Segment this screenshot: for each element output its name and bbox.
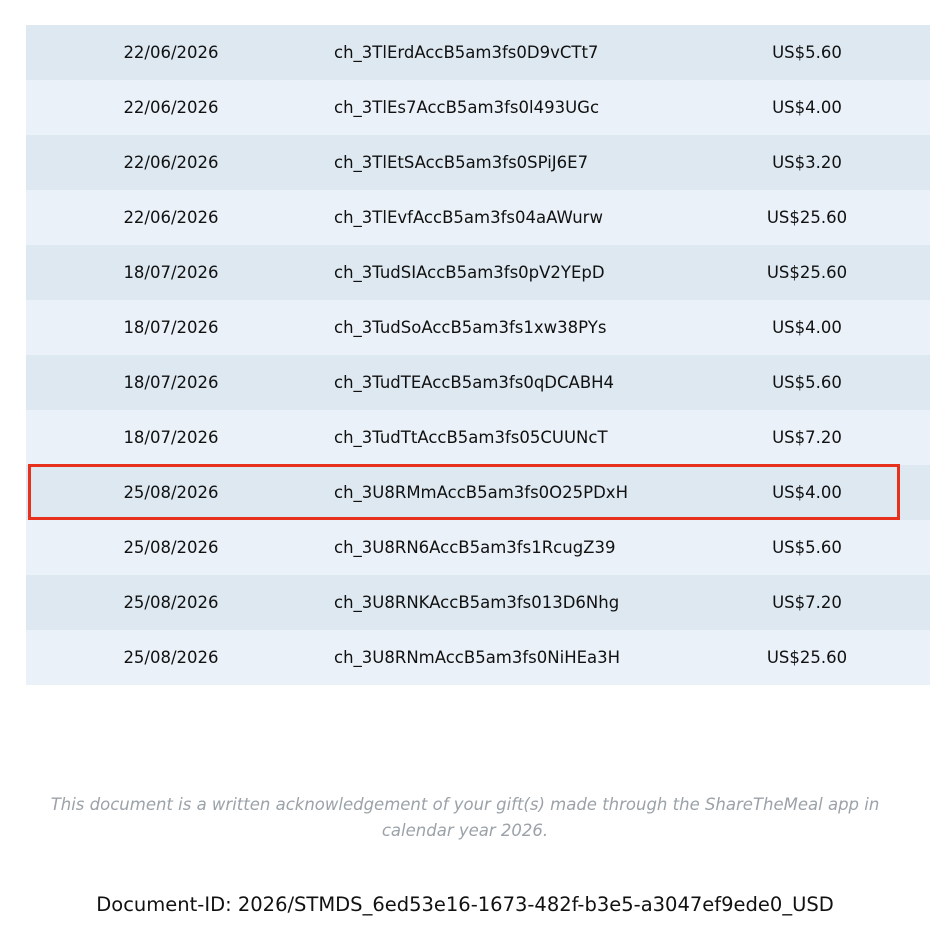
table-row <box>26 190 930 245</box>
donation-amount: US$4.00 <box>694 465 930 520</box>
donation-amount: US$7.20 <box>694 575 930 630</box>
donation-date: 18/07/2026 <box>26 410 316 465</box>
charge-id: ch_3TudTtAccB5am3fs05CUUNcT <box>316 410 694 465</box>
donation-amount: US$25.60 <box>694 630 930 685</box>
donation-amount: US$25.60 <box>694 245 930 300</box>
donation-date: 22/06/2026 <box>26 135 316 190</box>
donation-date: 22/06/2026 <box>26 190 316 245</box>
charge-id: ch_3TlEtSAccB5am3fs0SPiJ6E7 <box>316 135 694 190</box>
donation-amount: US$5.60 <box>694 520 930 575</box>
donation-date: 18/07/2026 <box>26 300 316 355</box>
charge-id: ch_3TlEvfAccB5am3fs04aAWurw <box>316 190 694 245</box>
charge-id: ch_3TlErdAccB5am3fs0D9vCTt7 <box>316 25 694 80</box>
donation-amount: US$7.20 <box>694 410 930 465</box>
table-row <box>26 575 930 630</box>
donation-amount: US$5.60 <box>694 355 930 410</box>
table-row <box>26 245 930 300</box>
table-row <box>26 25 930 80</box>
charge-id: ch_3U8RMmAccB5am3fs0O25PDxH <box>316 465 694 520</box>
donation-date: 18/07/2026 <box>26 245 316 300</box>
donation-date: 25/08/2026 <box>26 465 316 520</box>
table-row <box>26 520 930 575</box>
charge-id: ch_3TudSoAccB5am3fs1xw38PYs <box>316 300 694 355</box>
donation-date: 22/06/2026 <box>26 25 316 80</box>
charge-id: ch_3U8RNKAccB5am3fs013D6Nhg <box>316 575 694 630</box>
charge-id: ch_3U8RN6AccB5am3fs1RcugZ39 <box>316 520 694 575</box>
donation-amount: US$3.20 <box>694 135 930 190</box>
charge-id: ch_3TudTEAccB5am3fs0qDCABH4 <box>316 355 694 410</box>
table-row <box>26 80 930 135</box>
donation-amount: US$5.60 <box>694 25 930 80</box>
document-id: Document-ID: 2026/STMDS_6ed53e16-1673-482f-b3e5-a3047ef9ede0_USD <box>96 893 834 916</box>
donations-table <box>26 25 930 685</box>
donation-amount: US$25.60 <box>694 190 930 245</box>
charge-id: ch_3TlEs7AccB5am3fs0l493UGc <box>316 80 694 135</box>
footer-note: This document is a written acknowledgement of your gift(s) made through the ShareTheMeal app in calendar year 2026. <box>50 795 880 840</box>
donation-date: 25/08/2026 <box>26 630 316 685</box>
table-row <box>26 630 930 685</box>
table-row <box>26 355 930 410</box>
table-row <box>26 135 930 190</box>
donation-date: 18/07/2026 <box>26 355 316 410</box>
charge-id: ch_3TudSIAccB5am3fs0pV2YEpD <box>316 245 694 300</box>
donation-date: 25/08/2026 <box>26 520 316 575</box>
donation-date: 22/06/2026 <box>26 80 316 135</box>
donation-amount: US$4.00 <box>694 80 930 135</box>
donation-date: 25/08/2026 <box>26 575 316 630</box>
donation-amount: US$4.00 <box>694 300 930 355</box>
charge-id: ch_3U8RNmAccB5am3fs0NiHEa3H <box>316 630 694 685</box>
table-row <box>26 410 930 465</box>
table-row-highlighted <box>26 465 930 520</box>
table-row <box>26 300 930 355</box>
